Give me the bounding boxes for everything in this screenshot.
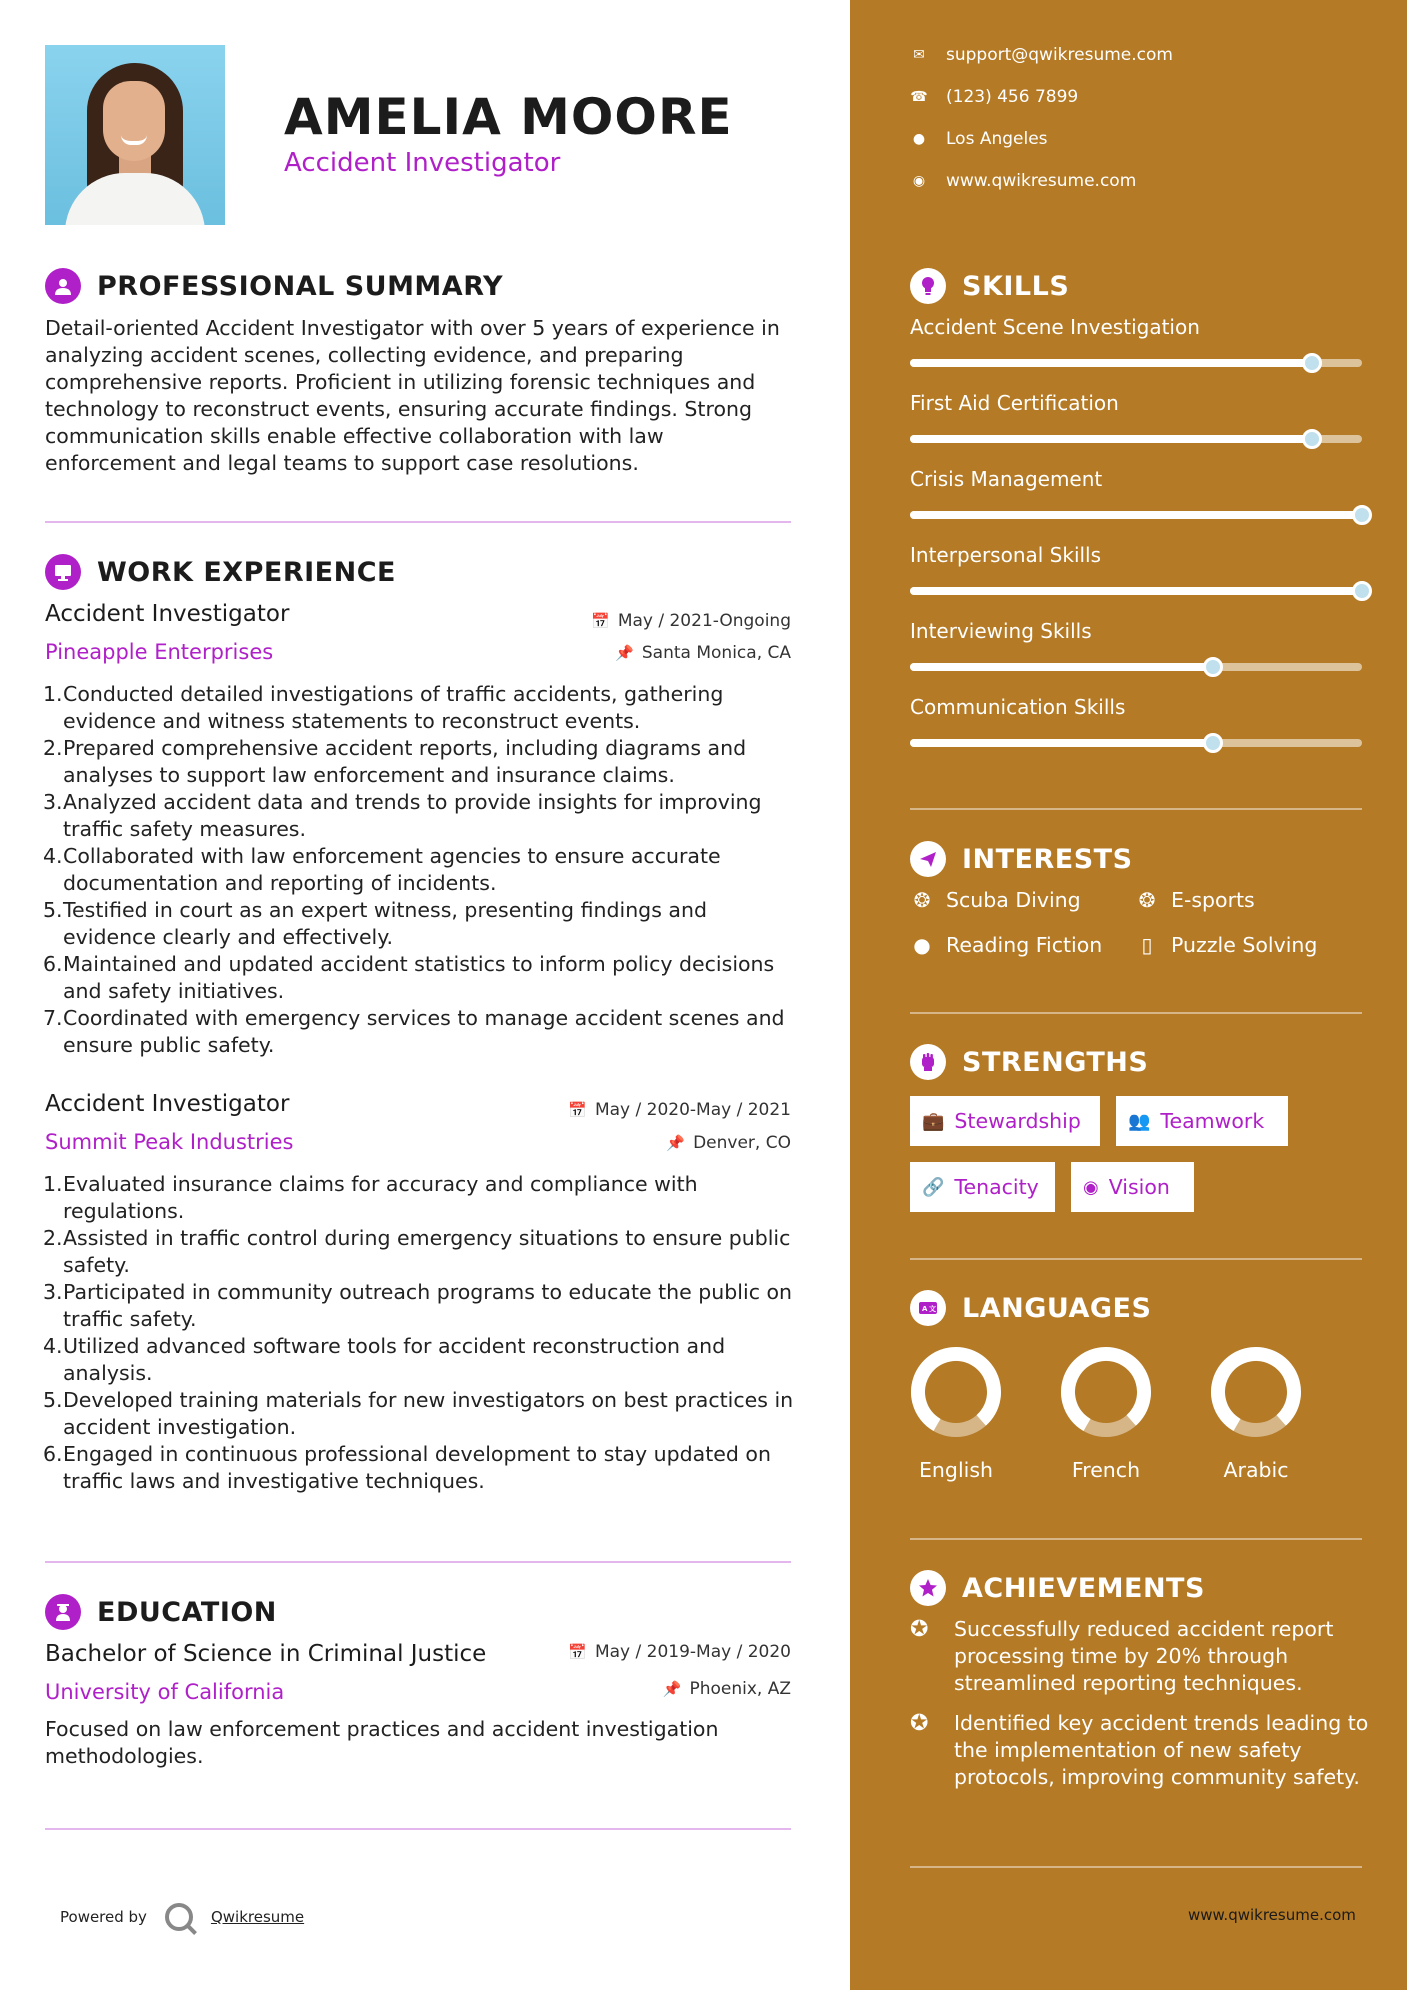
languages-heading [910, 1290, 1151, 1326]
language-item [1056, 1344, 1156, 1482]
calendar-icon: 📅 [568, 1643, 587, 1661]
skill-label: First Aid Certification [910, 391, 1119, 415]
summary-title: PROFESSIONAL SUMMARY [97, 270, 504, 302]
degree-title: Bachelor of Science in Criminal Justice [45, 1641, 487, 1667]
strengths-title: STRENGTHS [962, 1046, 1149, 1078]
envelope-icon: ✉ [913, 47, 925, 63]
map-marker-icon: ● [912, 131, 926, 147]
interest-item: ▯ Puzzle Solving [1135, 933, 1317, 957]
list-item: 2. Prepared comprehensive accident reports, including diagrams and analyses to support law enforcement and insurance claims. [43, 736, 747, 787]
divider [910, 1012, 1362, 1014]
footer-url[interactable]: www.qwikresume.com [1188, 1906, 1356, 1924]
list-item: 3. Participated in community outreach programs to educate the public on traffic safety. [43, 1280, 793, 1331]
contact-website[interactable]: ◉ www.qwikresume.com [910, 171, 1136, 191]
skill-bar-fill [910, 359, 1312, 367]
skill-bar [910, 587, 1362, 595]
list-item: 1. Conducted detailed investigations of traffic accidents, gathering evidence and witness statements to reconstruct events. [43, 682, 724, 733]
list-item: 7. Coordinated with emergency services to manage accident scenes and ensure public safety. [43, 1006, 785, 1057]
education-description: Focused on law enforcement practices and accident investigation methodologies. [45, 1717, 719, 1768]
svg-text:A: A [922, 1305, 928, 1313]
job-title: Accident Investigator [45, 1091, 290, 1117]
strengths-heading [910, 1044, 1148, 1080]
strength-badge: 🔗 Tenacity [910, 1162, 1055, 1212]
lifebuoy-icon: ❂ [1138, 888, 1156, 912]
lightbulb-icon [910, 268, 946, 304]
education-heading [45, 1594, 277, 1630]
job-dates: 📅 May / 2021-Ongoing [591, 611, 791, 631]
interests-heading [910, 841, 1133, 877]
achievement-item: ✪ Successfully reduced accident report processing time by 20% through streamlined reporting techniques. [910, 1617, 1334, 1695]
achievement-item: ✪ Identified key accident trends leading to the implementation of new safety protocols, improving community safety. [910, 1711, 1369, 1789]
strength-badge: ◉ Vision [1071, 1162, 1194, 1212]
contact-email[interactable]: ✉ support@qwikresume.com [910, 45, 1173, 65]
skill-label: Accident Scene Investigation [910, 315, 1200, 339]
experience-title: WORK EXPERIENCE [97, 556, 396, 588]
powered-by-label: Powered by [60, 1908, 147, 1926]
language-donut [1208, 1344, 1304, 1440]
skill-level-handle [1302, 429, 1322, 449]
skill-level-handle [1352, 581, 1372, 601]
divider [910, 1538, 1362, 1540]
language-donut [908, 1344, 1004, 1440]
interest-item: ❂ E-sports [1135, 888, 1255, 912]
skill-level-handle [1203, 733, 1223, 753]
pin-icon: 📌 [666, 1134, 686, 1152]
list-item: 1. Evaluated insurance claims for accuracy and compliance with regulations. [43, 1172, 698, 1223]
skill-label: Crisis Management [910, 467, 1103, 491]
interest-item: ● Reading Fiction [910, 933, 1102, 957]
job-dates: 📅 May / 2020-May / 2021 [568, 1100, 791, 1120]
skill-level-handle [1302, 353, 1322, 373]
skill-bar [910, 359, 1362, 367]
calendar-icon: 📅 [591, 612, 610, 630]
education-location: 📌 Phoenix, AZ [662, 1679, 791, 1699]
lifebuoy-icon: ❂ [913, 888, 931, 912]
list-item: 6. Engaged in continuous professional development to stay updated on traffic laws and investigative techniques. [43, 1442, 771, 1493]
svg-text:文: 文 [929, 1305, 936, 1313]
gamepad-icon: ● [913, 933, 931, 957]
skill-bar [910, 511, 1362, 519]
user-icon [45, 268, 81, 304]
contact-phone[interactable]: ☎ (123) 456 7899 [910, 87, 1079, 107]
skill-bar-fill [910, 587, 1362, 595]
fist-icon [910, 1044, 946, 1080]
skill-bar [910, 739, 1362, 747]
skill-bar [910, 435, 1362, 443]
monitor-icon [45, 554, 81, 590]
sidebar [850, 0, 1407, 1990]
skill-bar-fill [910, 511, 1362, 519]
skills-title: SKILLS [962, 270, 1070, 302]
job-location: 📌 Santa Monica, CA [615, 643, 791, 663]
skill-bar-fill [910, 663, 1213, 671]
skills-heading [910, 268, 1069, 304]
star-icon: ✪ [910, 1711, 929, 1736]
link-icon: 🔗 [922, 1176, 945, 1198]
star-icon [910, 1570, 946, 1606]
star-icon: ✪ [910, 1617, 929, 1642]
languages-title: LANGUAGES [962, 1292, 1152, 1324]
skill-label: Interviewing Skills [910, 619, 1092, 643]
paper-plane-icon [910, 841, 946, 877]
interest-item: ❂ Scuba Diving [910, 888, 1081, 912]
language-label: English [918, 1458, 994, 1482]
language-label: French [1071, 1458, 1141, 1482]
divider [910, 1258, 1362, 1260]
skill-bar-fill [910, 435, 1312, 443]
summary-heading [45, 268, 503, 304]
binoculars-icon: ◉ [1083, 1176, 1099, 1198]
divider [45, 1828, 791, 1830]
list-item: 4. Utilized advanced software tools for accident reconstruction and analysis. [43, 1334, 726, 1385]
contact-location: ● Los Angeles [910, 129, 1048, 149]
divider [45, 521, 791, 523]
list-item: 2. Assisted in traffic control during emergency situations to ensure public safety. [43, 1226, 791, 1277]
briefcase-icon: 💼 [922, 1110, 945, 1132]
graduate-icon [45, 1594, 81, 1630]
users-icon: 👥 [1128, 1110, 1151, 1132]
book-icon: ▯ [1141, 933, 1153, 957]
job-company: Pineapple Enterprises [45, 640, 274, 664]
language-label: Arabic [1223, 1458, 1289, 1482]
translate-icon [910, 1290, 946, 1326]
education-title: EDUCATION [97, 1596, 277, 1628]
pin-icon: 📌 [615, 644, 634, 662]
skill-level-handle [1203, 657, 1223, 677]
list-item: 5. Testified in court as an expert witness, presenting findings and evidence clearly and effectively. [43, 898, 707, 949]
skill-label: Interpersonal Skills [910, 543, 1102, 567]
experience-heading [45, 554, 396, 590]
qwikresume-logo-icon [165, 1903, 193, 1931]
list-item: 6. Maintained and updated accident statistics to inform policy decisions and safety initiatives. [43, 952, 775, 1003]
education-dates: 📅 May / 2019-May / 2020 [568, 1642, 791, 1662]
skill-bar [910, 663, 1362, 671]
job-company: Summit Peak Industries [45, 1130, 294, 1154]
globe-icon: ◉ [912, 173, 926, 189]
list-item: 4. Collaborated with law enforcement agencies to ensure accurate documentation and reporting of incidents. [43, 844, 721, 895]
powered-by [60, 1903, 304, 1931]
achievements-heading [910, 1570, 1205, 1606]
skill-label: Communication Skills [910, 695, 1126, 719]
calendar-icon: 📅 [568, 1101, 587, 1119]
job-location: 📌 Denver, CO [666, 1133, 791, 1153]
achievements-title: ACHIEVEMENTS [962, 1572, 1205, 1604]
list-item: 5. Developed training materials for new investigators on best practices in accident investigation. [43, 1388, 794, 1439]
summary-text: Detail-oriented Accident Investigator with over 5 years of experience in analyzing accident scenes, collecting evidence, and preparing comprehensive reports. Proficient in utilizing forensic techniques and technology to reconstruct events, ensuring accurate findings. Strong communication skills enable effective collaboration with law enforcement and legal teams to support case resolutions. [45, 316, 780, 475]
phone-icon: ☎ [910, 89, 928, 105]
qwikresume-link[interactable]: Qwikresume [210, 1908, 305, 1926]
strength-badge: 💼 Stewardship [910, 1096, 1100, 1146]
language-item [906, 1344, 1006, 1482]
job-duties [35, 681, 795, 1059]
profile-photo [45, 45, 225, 225]
list-item: 3. Analyzed accident data and trends to provide insights for improving traffic safety measures. [43, 790, 762, 841]
school-name: University of California [45, 1680, 285, 1704]
language-donut [1058, 1344, 1154, 1440]
language-item [1206, 1344, 1306, 1482]
divider [910, 808, 1362, 810]
job-title: Accident Investigator [45, 601, 290, 627]
candidate-title: Accident Investigator [284, 148, 561, 178]
job-duties [35, 1171, 795, 1495]
strength-badge: 👥 Teamwork [1116, 1096, 1288, 1146]
skill-level-handle [1352, 505, 1372, 525]
skill-bar-fill [910, 739, 1213, 747]
divider [910, 1866, 1362, 1868]
interests-title: INTERESTS [962, 843, 1133, 875]
candidate-name: AMELIA MOORE [284, 88, 733, 146]
pin-icon: 📌 [662, 1680, 682, 1698]
divider [45, 1561, 791, 1563]
